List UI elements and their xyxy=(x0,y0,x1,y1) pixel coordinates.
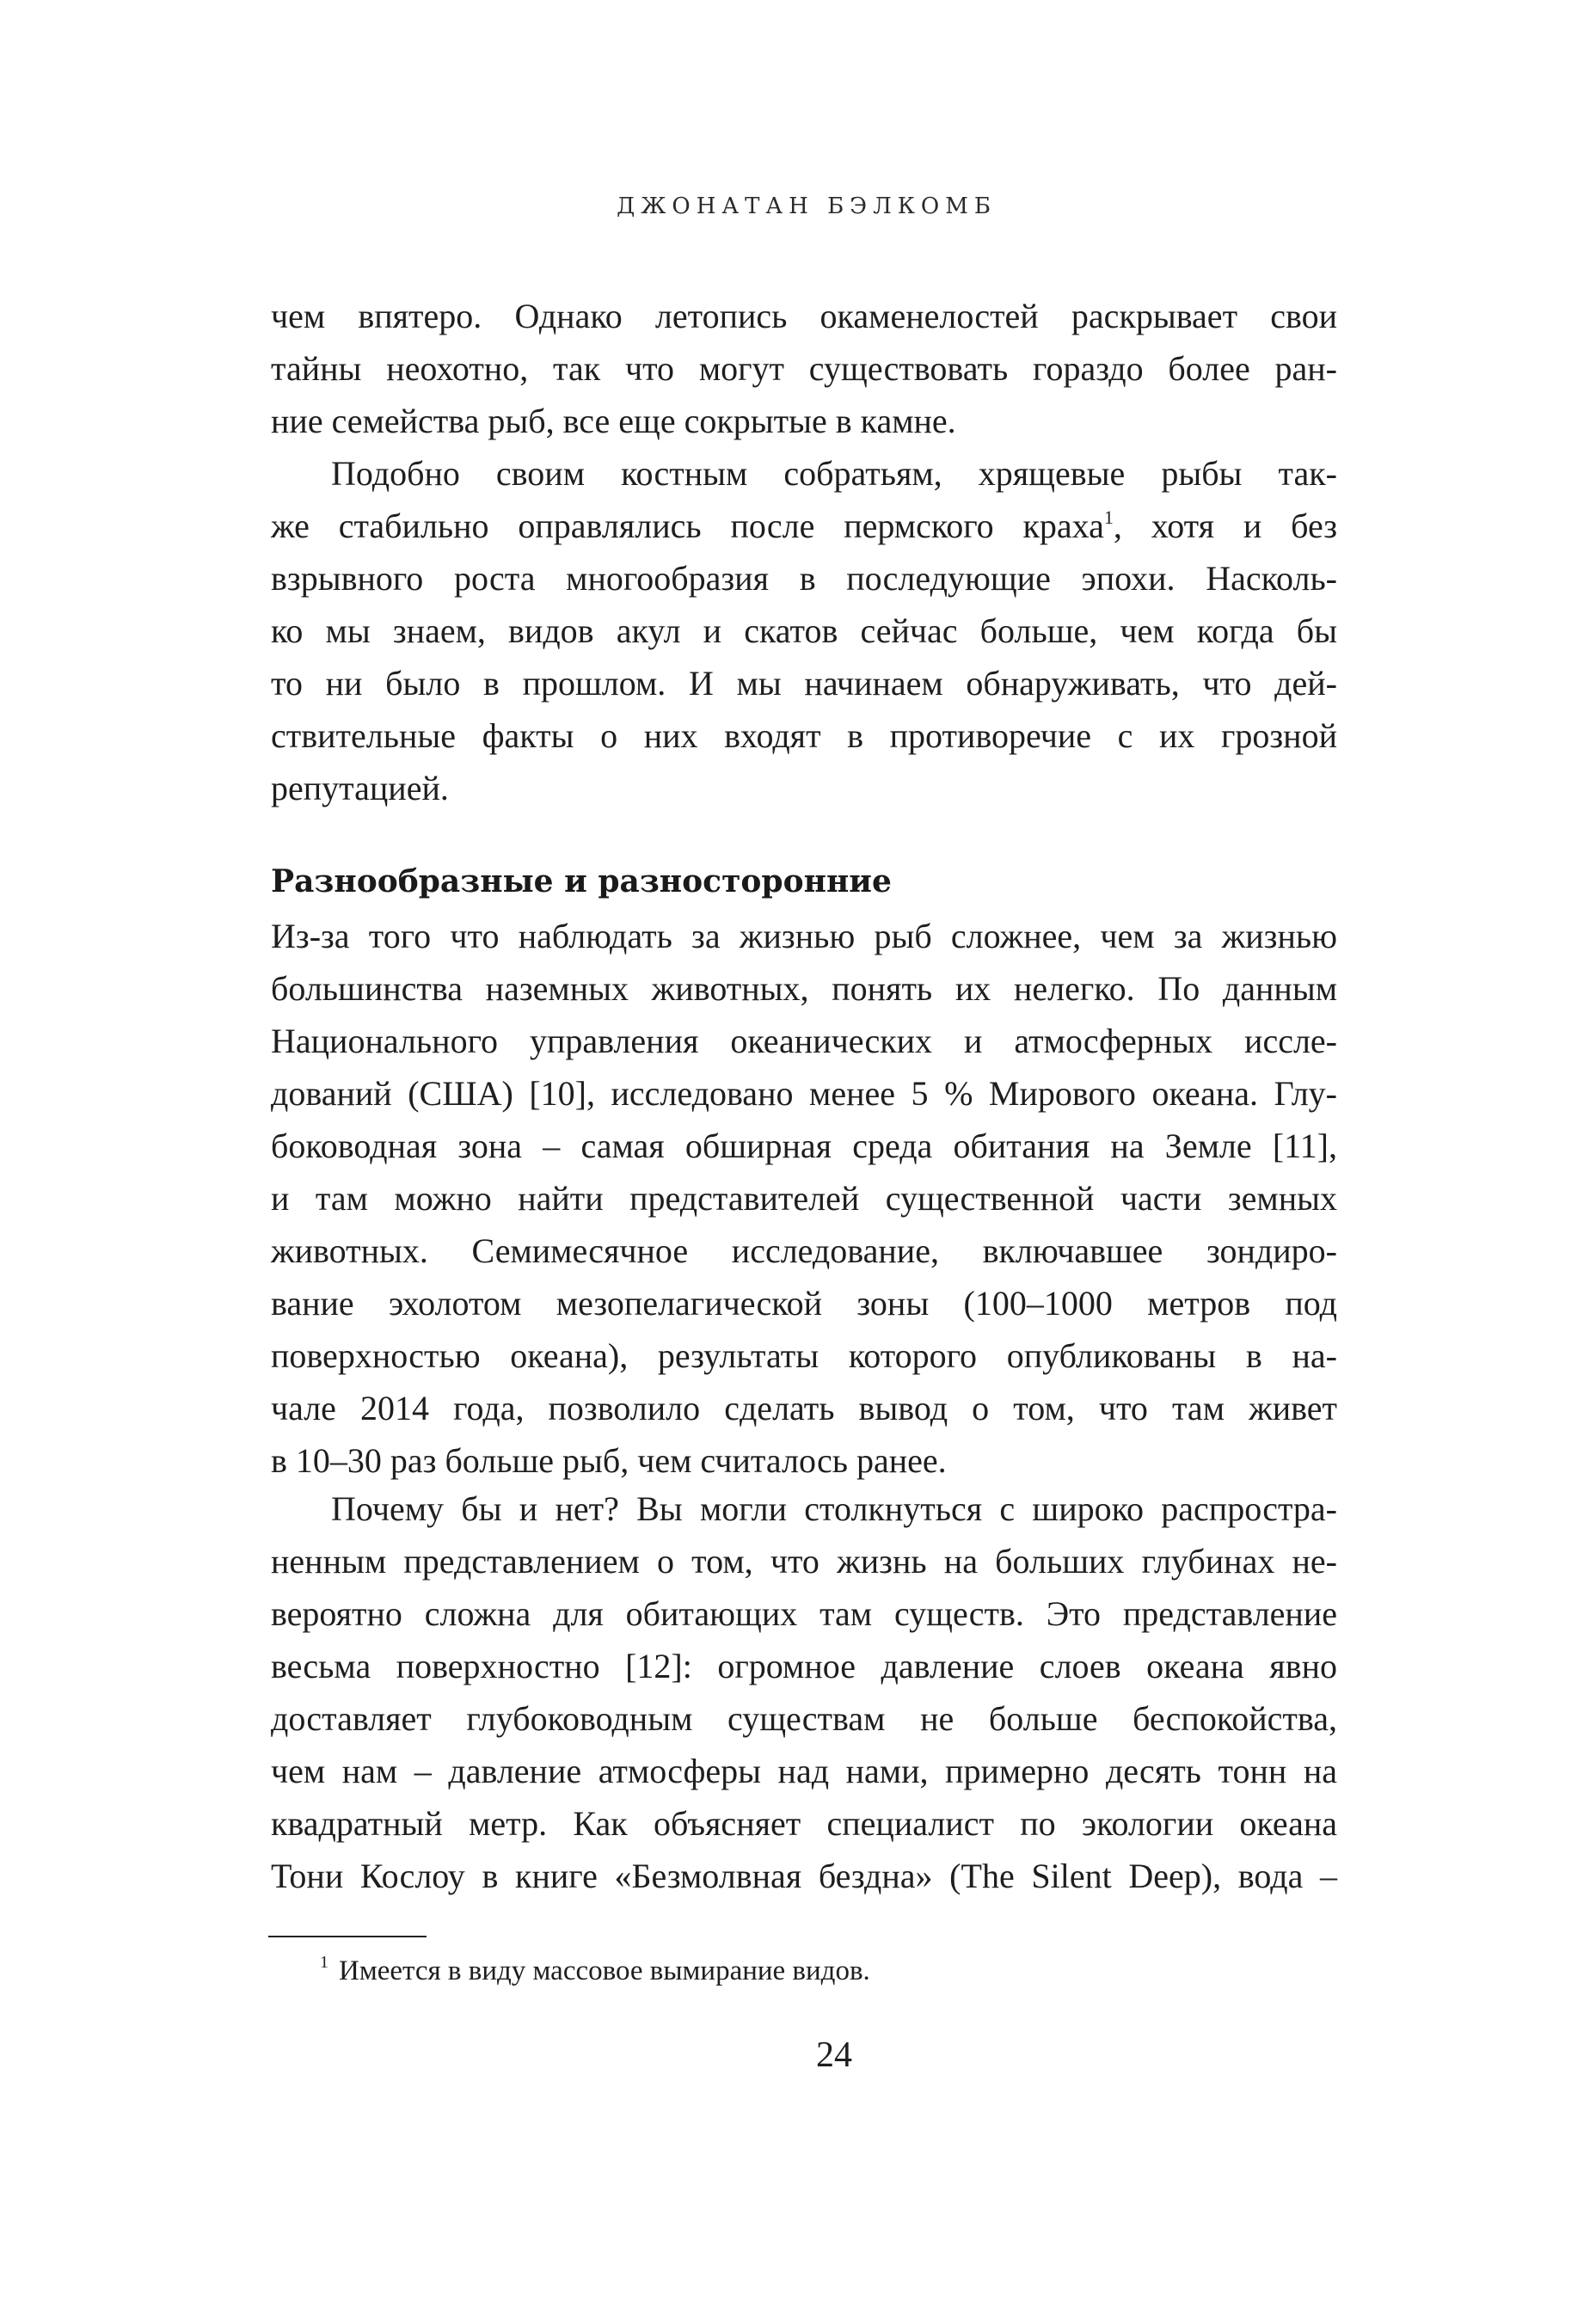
text-line: Подобно своим костным собратьям, хрящевые рыбы так- xyxy=(331,454,1337,493)
text-line: боководная зона – самая обширная среда обитания на Земле [11], xyxy=(271,1126,1337,1165)
text-line: Почему бы и нет? Вы могли столкнуться с широко распростра- xyxy=(331,1489,1337,1528)
text-line: чем нам – давление атмосферы над нами, примерно десять тонн на xyxy=(271,1752,1337,1790)
text-line: Тони Кослоу в книге «Безмолвная бездна» (The Silent Deep), вода – xyxy=(271,1857,1337,1895)
text-line: большинства наземных животных, понять их нелегко. По данным xyxy=(271,969,1337,1008)
text-line: то ни было в прошлом. И мы начинаем обнаруживать, что дей- xyxy=(271,664,1337,703)
footnote-reference[interactable]: 1 xyxy=(1103,506,1114,528)
text-line: животных. Семимесячное исследование, включавшее зондиро- xyxy=(271,1231,1337,1270)
footnote-mark: 1 xyxy=(320,1953,328,1972)
text-segment: же стабильно оправлялись после пермского краха xyxy=(271,506,1104,545)
paragraph-continuation xyxy=(271,290,1337,447)
text-line: вероятно сложна для обитающих там существ. Это представление xyxy=(271,1594,1337,1633)
text-line: чале 2014 года, позволило сделать вывод о том, что там живет xyxy=(271,1389,1337,1427)
footnote-text: Имеется в виду массовое вымирание видов. xyxy=(339,1955,870,1986)
text-line: взрывного роста многообразия в последующие эпохи. Насколь- xyxy=(271,559,1337,598)
paragraph-cartilaginous-fish xyxy=(271,447,1337,814)
text-line: поверхностью океана), результаты которого опубликованы в на- xyxy=(271,1336,1337,1375)
paragraph-deep-pressure xyxy=(271,1482,1337,1902)
text-line: вание эхолотом мезопелагической зоны (100–1000 метров под xyxy=(271,1284,1337,1323)
text-line: ствительные факты о них входят в противоречие с их грозной xyxy=(271,716,1337,755)
running-head-author: ДЖОНАТАН БЭЛКОМБ xyxy=(617,193,997,219)
text-line: репутацией. xyxy=(271,769,449,807)
text-line: тайны неохотно, так что могут существовать гораздо более ран- xyxy=(271,349,1337,388)
paragraph-ocean-exploration xyxy=(271,910,1337,1487)
text-segment: , хотя и без xyxy=(1113,506,1337,545)
text-line: и там можно найти представителей существенной части земных xyxy=(271,1179,1337,1218)
text-line: квадратный метр. Как объясняет специалист по экологии океана xyxy=(271,1804,1337,1843)
text-line: ко мы знаем, видов акул и скатов сейчас больше, чем когда бы xyxy=(271,611,1337,650)
text-line: доставляет глубоководным существам не больше беспокойства, xyxy=(271,1699,1337,1738)
footnote xyxy=(320,1954,1266,1992)
text-line: Национального управления океанических и атмосферных иссле- xyxy=(271,1022,1337,1060)
footnote-separator xyxy=(268,1936,427,1937)
text-line-with-footnote xyxy=(271,500,1337,552)
page-number: 24 xyxy=(816,2035,852,2075)
text-line: чем впятеро. Однако летопись окаменелостей раскрывает свои xyxy=(271,297,1337,335)
text-line: дований (США) [10], исследовано менее 5 % Мирового океана. Глу- xyxy=(271,1074,1337,1113)
text-line: ненным представлением о том, что жизнь на больших глубинах не- xyxy=(271,1542,1337,1581)
text-line: ние семейства рыб, все еще сокрытые в камне. xyxy=(271,402,956,440)
text-line: весьма поверхностно [12]: огромное давление слоев океана явно xyxy=(271,1647,1337,1685)
text-line: Из-за того что наблюдать за жизнью рыб сложнее, чем за жизнью xyxy=(271,917,1337,955)
section-heading: Разнообразные и разносторонние xyxy=(271,863,892,899)
text-line: в 10–30 раз больше рыб, чем считалось ранее. xyxy=(271,1441,947,1480)
